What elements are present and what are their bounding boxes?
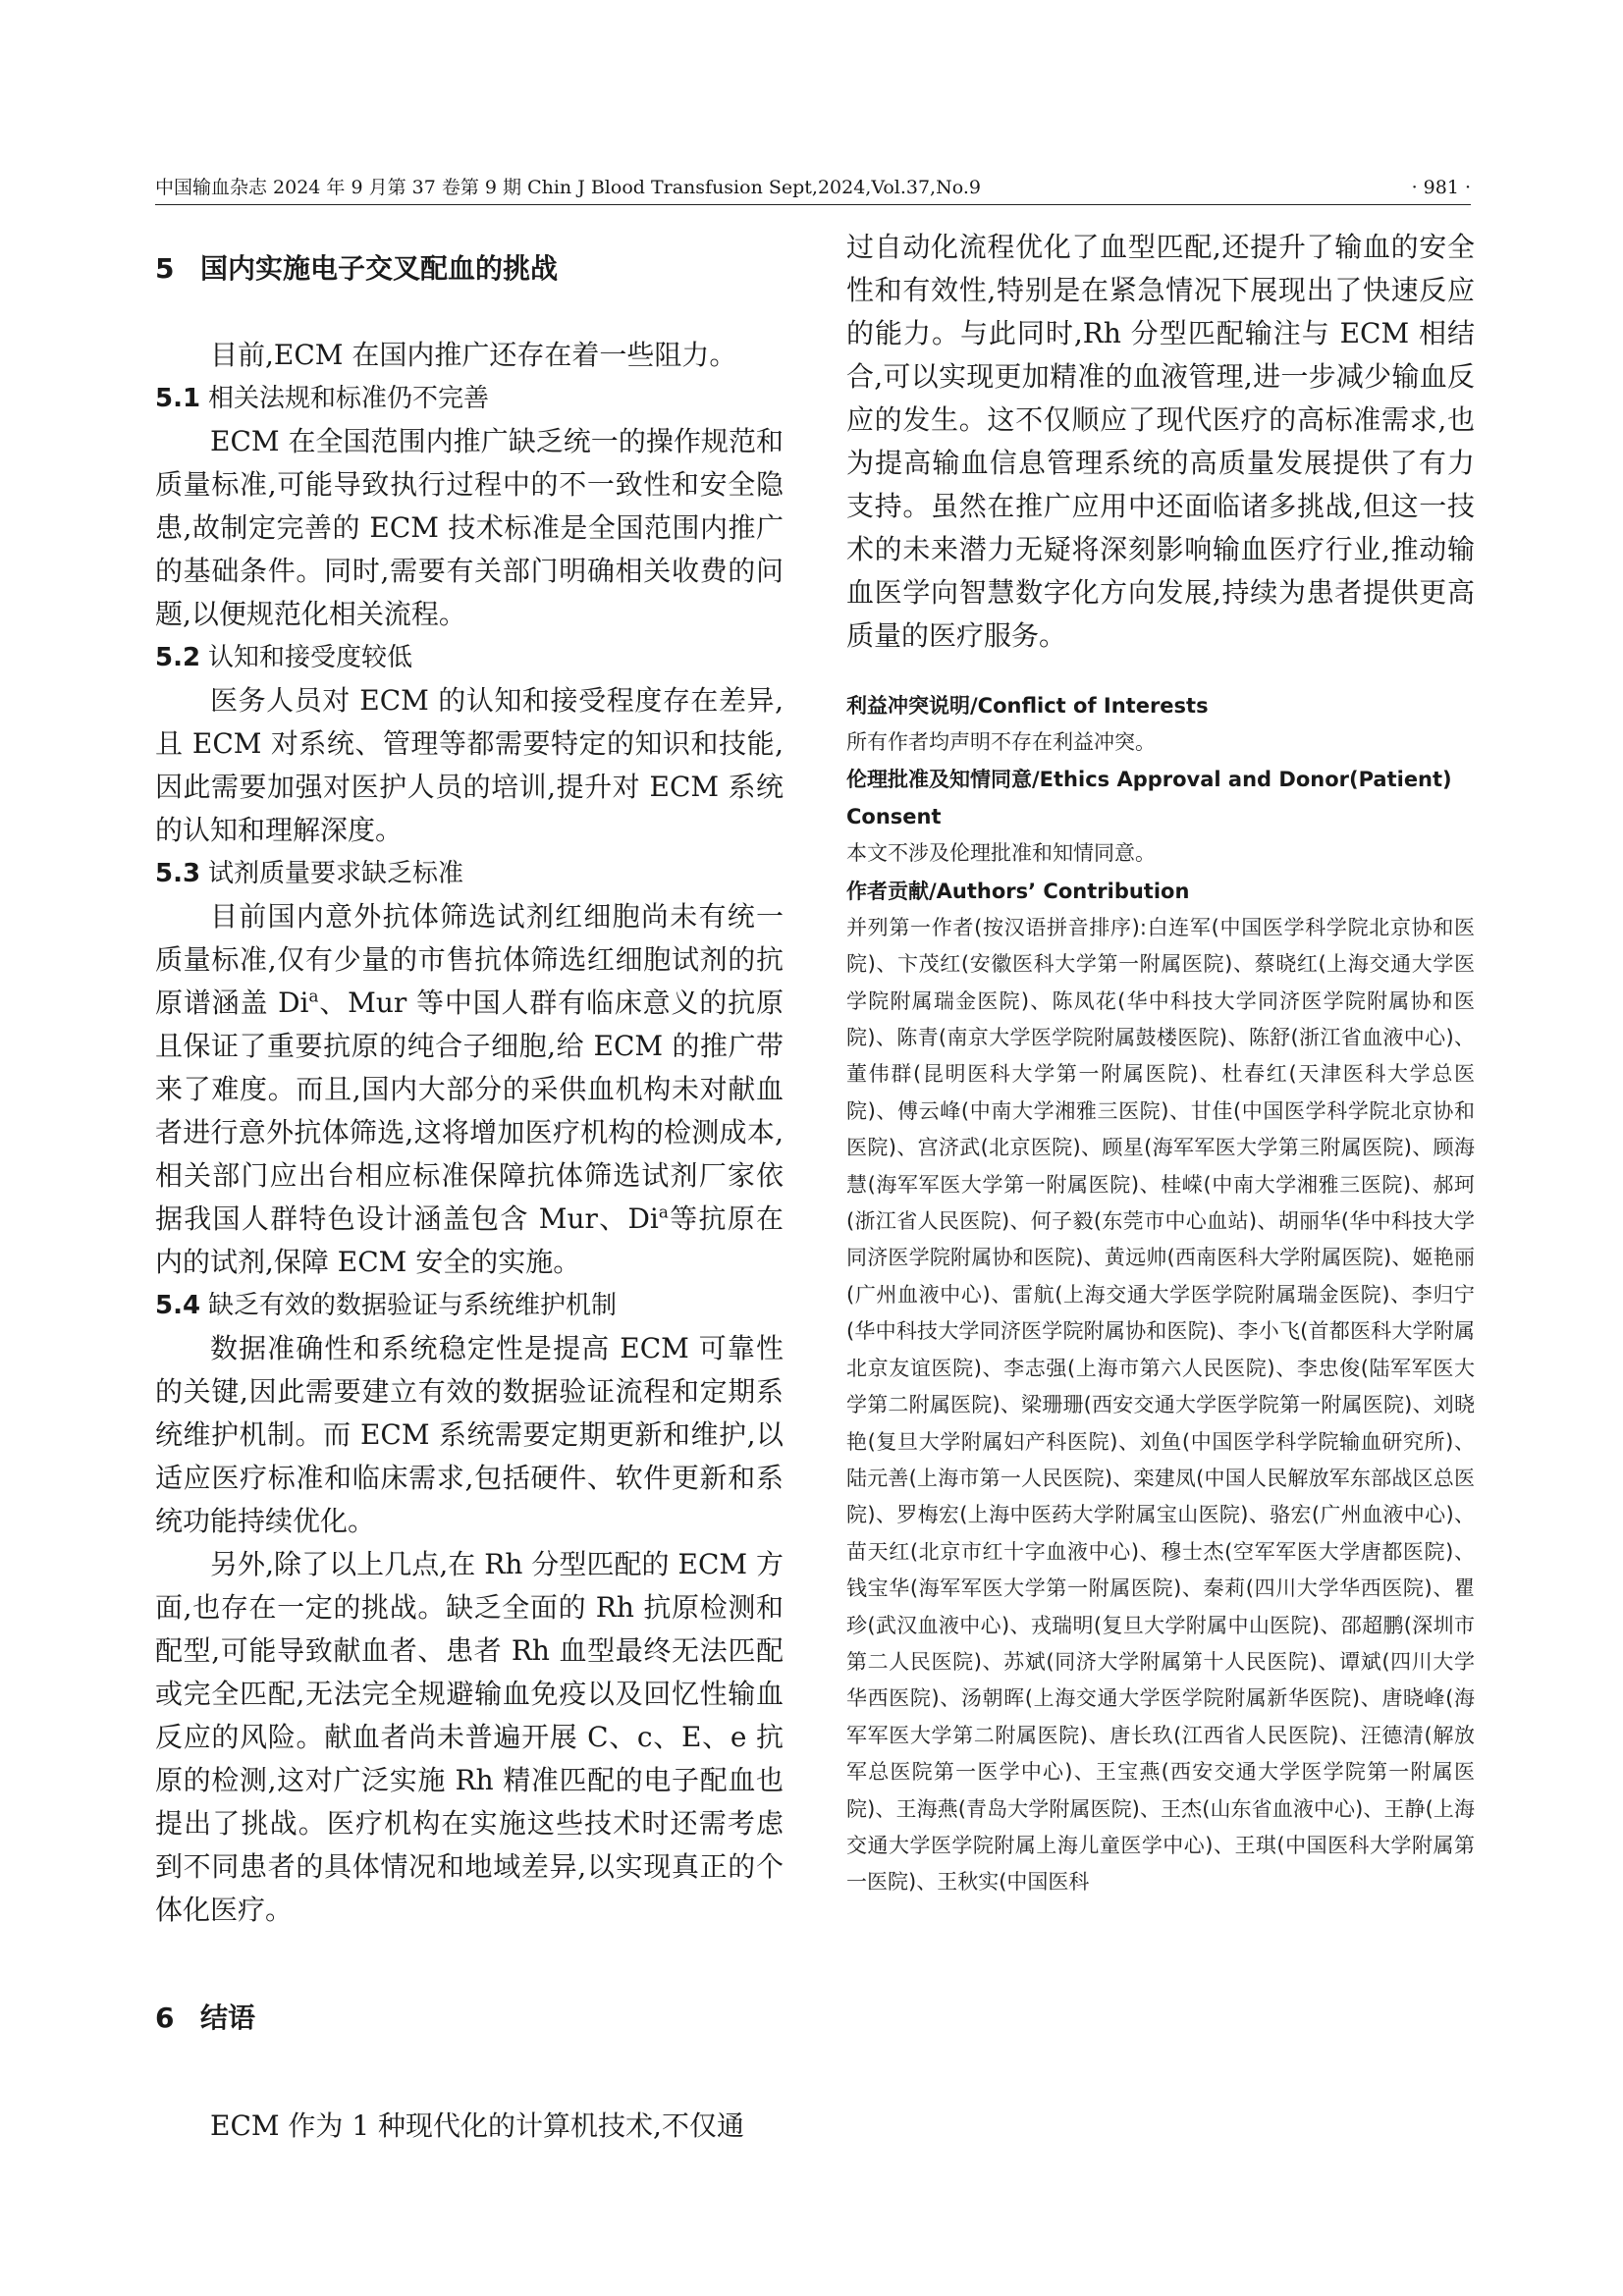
subsection-5-4-text: 数据准确性和系统稳定性是提高 ECM 可靠性的关键,因此需要建立有效的数据验证流程和定期系统维护机制。而 ECM 系统需要定期更新和维护,以适应医疗标准和临床需求,包括硬件、软件更新和系统功能持续优化。 — [155, 1332, 784, 1537]
paragraph-part: 、Mur 等中国人群有临床意义的抗原且保证了重要抗原的纯合子细胞,给 ECM 的推广带来了难度。而且,国内大部分的采供血机构未对献血者进行意外抗体筛选,这将增加医疗机构的检测成本,相关部门应出台相应标准保障抗体筛选试剂厂家依据我国人群特色设计涵盖包含 Mur、Di — [155, 987, 784, 1235]
subsection-5-1-heading — [155, 377, 784, 420]
paragraph-part: 目前国内意外抗体筛选试剂红细胞尚未有统一质量标准,仅有少量的市售抗体筛选红细胞试剂的抗原谱涵盖 Di — [155, 900, 784, 1019]
section-5-intro: 目前,ECM 在国内推广还存在着一些阻力。 — [210, 339, 737, 371]
contribution-title: 作者贡献/Authors’ Contribution — [846, 879, 1190, 903]
section-title: 结语 — [200, 2002, 256, 2034]
ethics-title: 伦理批准及知情同意/Ethics Approval and Donor(Patient) Consent — [846, 768, 1452, 829]
paragraph-part: 等抗原在内的试剂,保障 ECM 安全的实施。 — [155, 1202, 784, 1278]
section-number: 5 — [155, 252, 175, 285]
ethics-text: 本文不涉及伦理批准和知情同意。 — [846, 841, 1156, 866]
section-title: 国内实施电子交叉配血的挑战 — [200, 252, 559, 285]
subsection-5-1-text: ECM 在全国范围内推广缺乏统一的操作规范和质量标准,可能导致执行过程中的不一致性和安全隐患,故制定完善的 ECM 技术标准是全国范围内推广的基础条件。同时,需要有关部门明确相关收费的问题,以便规范化相关流程。 — [155, 425, 784, 630]
subsection-number: 5.2 — [155, 643, 201, 672]
subsection-5-2-text: 医务人员对 ECM 的认知和接受程度存在差异,且 ECM 对系统、管理等都需要特定的知识和技能,因此需要加强对医护人员的培训,提升对 ECM 系统的认知和理解深度。 — [155, 684, 784, 846]
subsection-5-2-heading — [155, 636, 784, 679]
page-number: · 981 · — [1411, 177, 1471, 198]
subsection-5-3-text — [155, 895, 784, 1284]
subsection-number: 5.3 — [155, 859, 201, 888]
journal-info: 中国输血杂志 2024 年 9 月第 37 卷第 9 期 Chin J Blood Transfusion Sept,2024,Vol.37,No.9 — [155, 177, 981, 198]
subsection-title: 相关法规和标准仍不完善 — [208, 384, 490, 413]
superscript-a: a — [658, 1201, 669, 1222]
conflict-title: 利益冲突说明/Conflict of Interests — [846, 694, 1209, 718]
subsection-title: 认知和接受度较低 — [208, 643, 413, 672]
conclusion-text-start: ECM 作为 1 种现代化的计算机技术,不仅通 — [210, 2109, 744, 2142]
subsection-title: 试剂质量要求缺乏标准 — [208, 859, 464, 888]
left-column — [155, 226, 784, 2148]
subsection-5-3-heading — [155, 852, 784, 895]
conclusion-text-continued: 过自动化流程优化了血型匹配,还提升了输血的安全性和有效性,特别是在紧急情况下展现出了快速反应的能力。与此同时,Rh 分型匹配输注与 ECM 相结合,可以实现更加精准的血液管理,进一步减少输血反应的发生。这不仅顺应了现代医疗的高标准需求,也为提高输血信息管理系统的高质量发展提供了有力支持。虽然在推广应用中还面临诸多挑战,但这一技术的未来潜力无疑将深刻影响输血医疗行业,推动输血医学向智慧数字化方向发展,持续为患者提供更高质量的医疗服务。 — [846, 231, 1475, 652]
running-header — [155, 175, 1471, 205]
contribution-text: 并列第一作者(按汉语拼音排序):白连军(中国医学科学院北京协和医院)、卞茂红(安徽医科大学第一附属医院)、蔡晓红(上海交通大学医学院附属瑞金医院)、陈凤花(华中科技大学同济医学院附属协和医院)、陈青(南京大学医学院附属鼓楼医院)、陈舒(浙江省血液中心)、董伟群(昆明医科大学第一附属医院)、杜春红(天津医科大学总医院)、傅云峰(中南大学湘雅三医院)、甘佳(中国医学科学院北京协和医院)、宫济武(北京医院)、顾星(海军军医大学第三附属医院)、顾海慧(海军军医大学第一附属医院)、桂嵘(中南大学湘雅三医院)、郝珂(浙江省人民医院)、何子毅(东莞市中心血站)、胡丽华(华中科技大学同济医学院附属协和医院)、黄远帅(西南医科大学附属医院)、姬艳丽(广州血液中心)、雷航(上海交通大学医学院附属瑞金医院)、李归宁(华中科技大学同济医学院附属协和医院)、李小飞(首都医科大学附属北京友谊医院)、李志强(上海市第六人民医院)、李忠俊(陆军军医大学第二附属医院)、梁珊珊(西安交通大学医学院第一附属医院)、刘晓艳(复旦大学附属妇产科医院)、刘鱼(中国医学科学院输血研究所)、陆元善(上海市第一人民医院)、栾建凤(中国人民解放军东部战区总医院)、罗梅宏(上海中医药大学附属宝山医院)、骆宏(广州血液中心)、苗天红(北京市红十字血液中心)、穆士杰(空军军医大学唐都医院)、钱宝华(海军军医大学第一附属医院)、秦莉(四川大学华西医院)、瞿珍(武汉血液中心)、戎瑞明(复旦大学附属中山医院)、邵超鹏(深圳市第二人民医院)、苏斌(同济大学附属第十人民医院)、谭斌(四川大学华西医院)、汤朝晖(上海交通大学医学院附属新华医院)、唐晓峰(海军军医大学第二附属医院)、唐长玖(江西省人民医院)、汪德清(解放军总医院第一医学中心)、王宝燕(西安交通大学医学院第一附属医院)、王海燕(青岛大学附属医院)、王杰(山东省血液中心)、王静(上海交通大学医学院附属上海儿童医学中心)、王琪(中国医科大学附属第一医院)、王秋实(中国医科 — [846, 915, 1475, 1895]
section-number: 6 — [155, 2002, 175, 2034]
subsection-number: 5.4 — [155, 1291, 201, 1320]
subsection-title: 缺乏有效的数据验证与系统维护机制 — [208, 1291, 618, 1320]
subsection-number: 5.1 — [155, 384, 201, 413]
rh-challenge-paragraph: 另外,除了以上几点,在 Rh 分型匹配的 ECM 方面,也存在一定的挑战。缺乏全面的 Rh 抗原检测和配型,可能导致献血者、患者 Rh 血型最终无法匹配或完全匹配,无法完全规避输血免疫以及回忆性输血反应的风险。献血者尚未普遍开展 C、c、E、e 抗原的检测,这对广泛实施 Rh 精准匹配的电子配血也提出了挑战。医疗机构在实施这些技术时还需考虑到不同患者的具体情况和地域差异,以实现真正的个体化医疗。 — [155, 1548, 784, 1926]
section-5-heading — [155, 247, 784, 291]
superscript-a: a — [308, 986, 319, 1006]
conflict-text: 所有作者均声明不存在利益冲突。 — [846, 730, 1156, 754]
right-column — [846, 226, 1475, 1901]
section-6-heading — [155, 1997, 784, 2040]
subsection-5-4-heading — [155, 1284, 784, 1327]
